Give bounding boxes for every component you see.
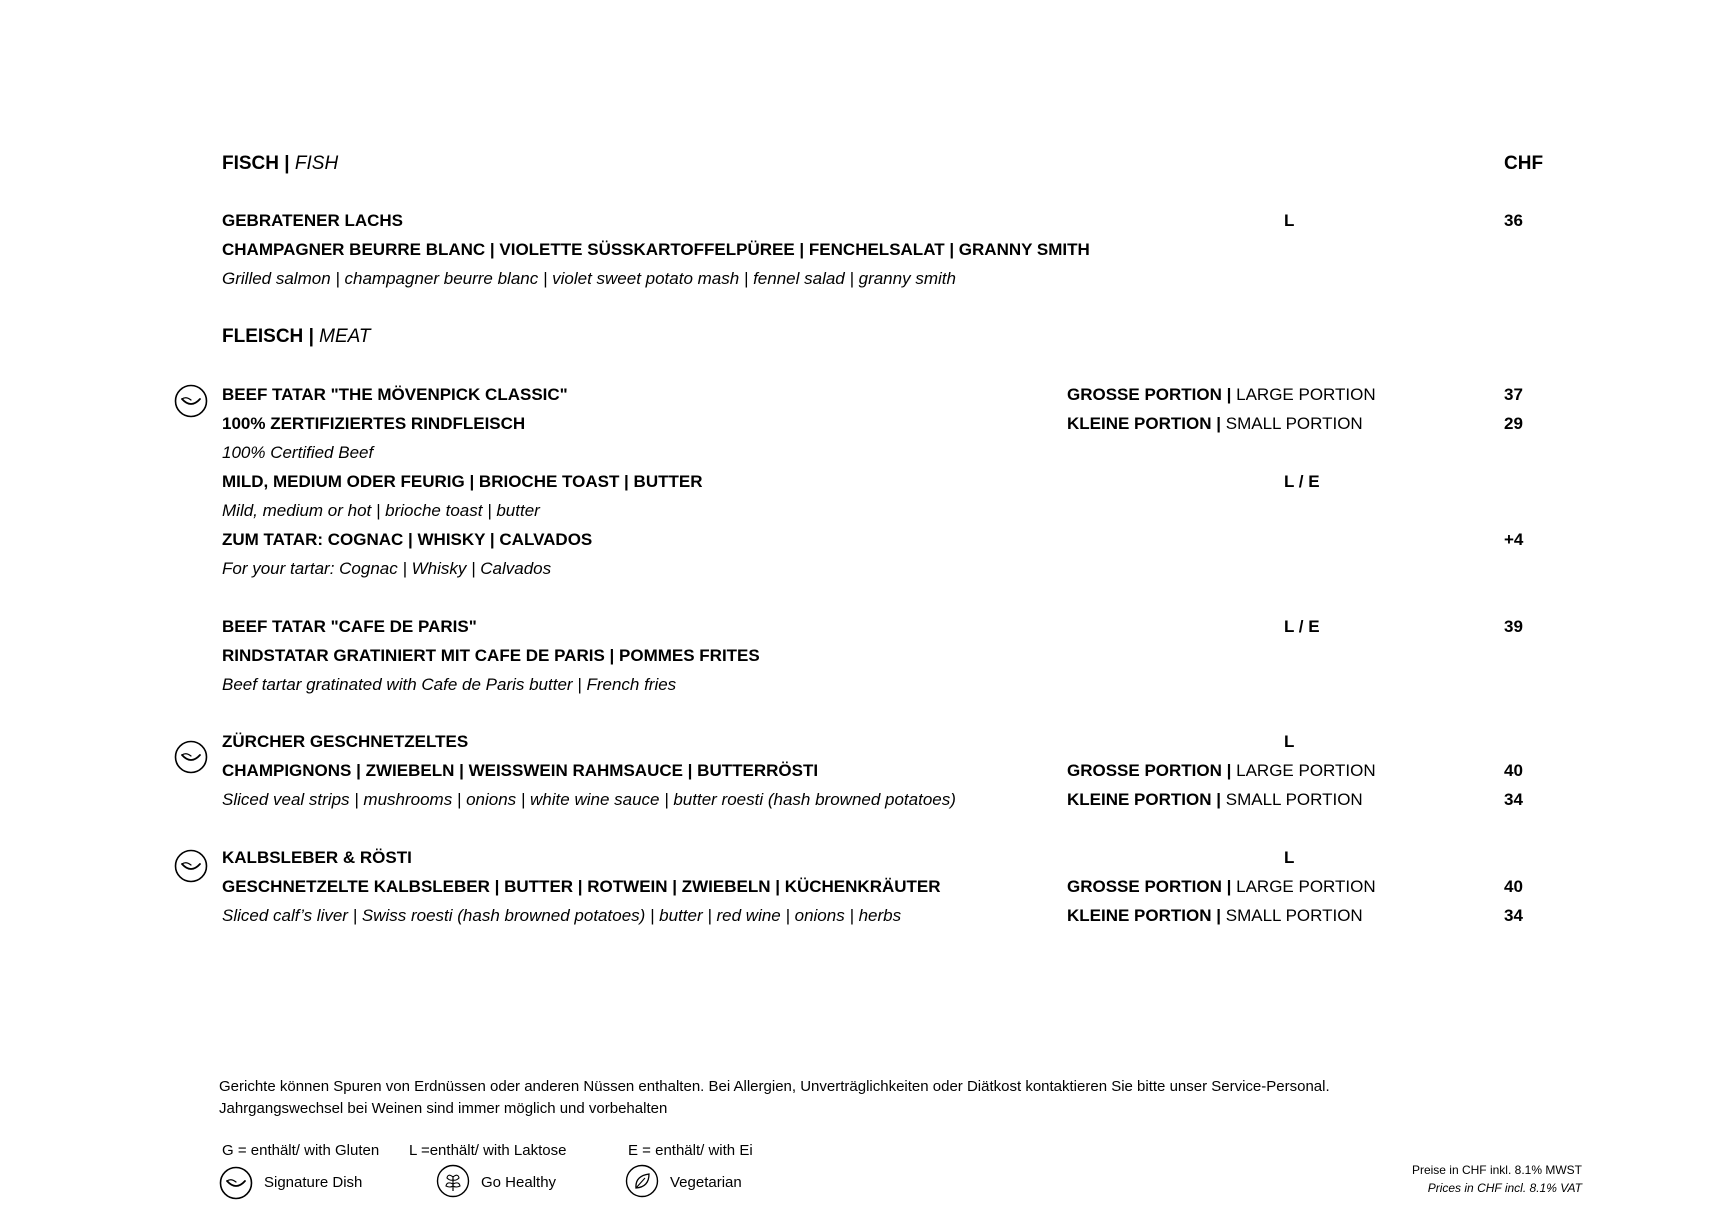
vat-notice-en: Prices in CHF incl. 8.1% VAT [1427, 1181, 1582, 1195]
legend-gluten: G = enthält/ with Gluten [222, 1142, 380, 1159]
portion-label-de: KLEINE PORTION | [1067, 790, 1221, 809]
portion-large-tatar-classic [1067, 384, 1376, 406]
dish-line-tatar-classic-4-en: For your tartar: Cognac | Whisky | Calvados [222, 559, 552, 578]
portion-small-geschnetzeltes [1067, 789, 1363, 811]
dish-desc-en-lachs: Grilled salmon | champagner beurre blanc | violet sweet potato mash | fennel salad | granny smith [222, 269, 956, 288]
wine-notice: Jahrgangswechsel bei Weinen sind immer möglich und vorbehalten [219, 1100, 668, 1117]
price-extra-tatar-classic: +4 [1504, 530, 1524, 549]
legend-lactose: L =enthält/ with Laktose [409, 1142, 567, 1159]
dish-title-tatar-classic: BEEF TATAR "THE MÖVENPICK CLASSIC" [222, 385, 568, 404]
dish-line-tatar-paris-2-en: Beef tartar gratinated with Cafe de Paris butter | French fries [222, 675, 677, 694]
dish-line-tatar-classic-2-en: 100% Certified Beef [222, 443, 374, 462]
legend-egg: E = enthält/ with Ei [628, 1142, 753, 1159]
section-separator: | [284, 153, 290, 174]
signature-dish-icon [174, 849, 208, 883]
price-small-tatar-classic: 29 [1504, 414, 1523, 433]
portion-label-de: GROSSE PORTION | [1067, 877, 1232, 896]
section-title-de: FLEISCH [222, 326, 304, 347]
dish-title-lachs: GEBRATENER LACHS [222, 211, 404, 230]
legend-vegetarian-label: Vegetarian [670, 1174, 742, 1191]
go-healthy-icon [436, 1164, 470, 1198]
section-title-en: MEAT [319, 326, 371, 347]
portion-label-en: SMALL PORTION [1225, 906, 1363, 925]
price-large-kalbsleber: 40 [1504, 877, 1523, 896]
portion-label-en: LARGE PORTION [1236, 761, 1376, 780]
dish-desc-de-lachs: CHAMPAGNER BEURRE BLANC | VIOLETTE SÜSSKARTOFFELPÜREE | FENCHELSALAT | GRANNY SMITH [222, 240, 1090, 259]
portion-label-de: KLEINE PORTION | [1067, 906, 1221, 925]
dish-line-geschnetzeltes-2: CHAMPIGNONS | ZWIEBELN | WEISSWEIN RAHMSAUCE | BUTTERRÖSTI [222, 761, 819, 780]
section-header-meat [222, 325, 371, 349]
dish-line-kalbsleber-2: GESCHNETZELTE KALBSLEBER | BUTTER | ROTWEIN | ZWIEBELN | KÜCHENKRÄUTER [222, 877, 941, 896]
portion-label-en: SMALL PORTION [1225, 790, 1363, 809]
dish-line-tatar-classic-3-en: Mild, medium or hot | brioche toast | butter [222, 501, 540, 520]
portion-large-kalbsleber [1067, 876, 1376, 898]
section-title-en: FISH [294, 153, 339, 174]
allergens-tatar-paris: L / E [1284, 617, 1320, 636]
dish-line-kalbsleber-2-en: Sliced calf’s liver | Swiss roesti (hash browned potatoes) | butter | red wine | onions | herbs [222, 906, 902, 925]
allergens-tatar-classic: L / E [1284, 472, 1320, 491]
portion-small-tatar-classic [1067, 413, 1363, 435]
section-title-de: FISCH [222, 153, 279, 174]
portion-label-de: GROSSE PORTION | [1067, 761, 1232, 780]
currency-header: CHF [1504, 153, 1544, 174]
portion-large-geschnetzeltes [1067, 760, 1376, 782]
legend-healthy-label: Go Healthy [481, 1174, 557, 1191]
portion-label-de: GROSSE PORTION | [1067, 385, 1232, 404]
portion-label-en: LARGE PORTION [1236, 385, 1376, 404]
allergens-lachs: L [1284, 211, 1295, 230]
dish-line-tatar-classic-3: MILD, MEDIUM ODER FEURIG | BRIOCHE TOAST | BUTTER [222, 472, 703, 491]
price-lachs: 36 [1504, 211, 1523, 230]
dish-title-geschnetzeltes: ZÜRCHER GESCHNETZELTES [222, 732, 469, 751]
price-large-tatar-classic: 37 [1504, 385, 1523, 404]
price-small-geschnetzeltes: 34 [1504, 790, 1523, 809]
dish-line-tatar-classic-2: 100% ZERTIFIZIERTES RINDFLEISCH [222, 414, 526, 433]
allergens-kalbsleber: L [1284, 848, 1295, 867]
dish-line-tatar-classic-4: ZUM TATAR: COGNAC | WHISKY | CALVADOS [222, 530, 593, 549]
signature-dish-icon [174, 740, 208, 774]
price-tatar-paris: 39 [1504, 617, 1523, 636]
portion-label-en: SMALL PORTION [1225, 414, 1363, 433]
price-small-kalbsleber: 34 [1504, 906, 1523, 925]
vat-notice-de: Preise in CHF inkl. 8.1% MWST [1411, 1163, 1582, 1177]
signature-dish-icon [219, 1166, 253, 1200]
allergy-notice: Gerichte können Spuren von Erdnüssen oder anderen Nüssen enthalten. Bei Allergien, Unverträglichkeiten oder Diätkost kontaktieren Sie bitte unser Service-Personal. [219, 1078, 1330, 1095]
vegetarian-icon [625, 1164, 659, 1198]
price-large-geschnetzeltes: 40 [1504, 761, 1523, 780]
portion-label-de: KLEINE PORTION | [1067, 414, 1221, 433]
section-header-fish [222, 152, 338, 176]
signature-dish-icon [174, 384, 208, 418]
portion-label-en: LARGE PORTION [1236, 877, 1376, 896]
dish-line-geschnetzeltes-2-en: Sliced veal strips | mushrooms | onions | white wine sauce | butter roesti (hash browned potatoes) [222, 790, 956, 809]
dish-title-tatar-paris: BEEF TATAR "CAFE DE PARIS" [222, 617, 477, 636]
dish-title-kalbsleber: KALBSLEBER & RÖSTI [222, 848, 412, 867]
dish-line-tatar-paris-2: RINDSTATAR GRATINIERT MIT CAFE DE PARIS | POMMES FRITES [222, 646, 760, 665]
legend-signature-label: Signature Dish [264, 1174, 363, 1191]
section-separator: | [308, 326, 314, 347]
portion-small-kalbsleber [1067, 905, 1363, 927]
allergens-geschnetzeltes: L [1284, 732, 1295, 751]
